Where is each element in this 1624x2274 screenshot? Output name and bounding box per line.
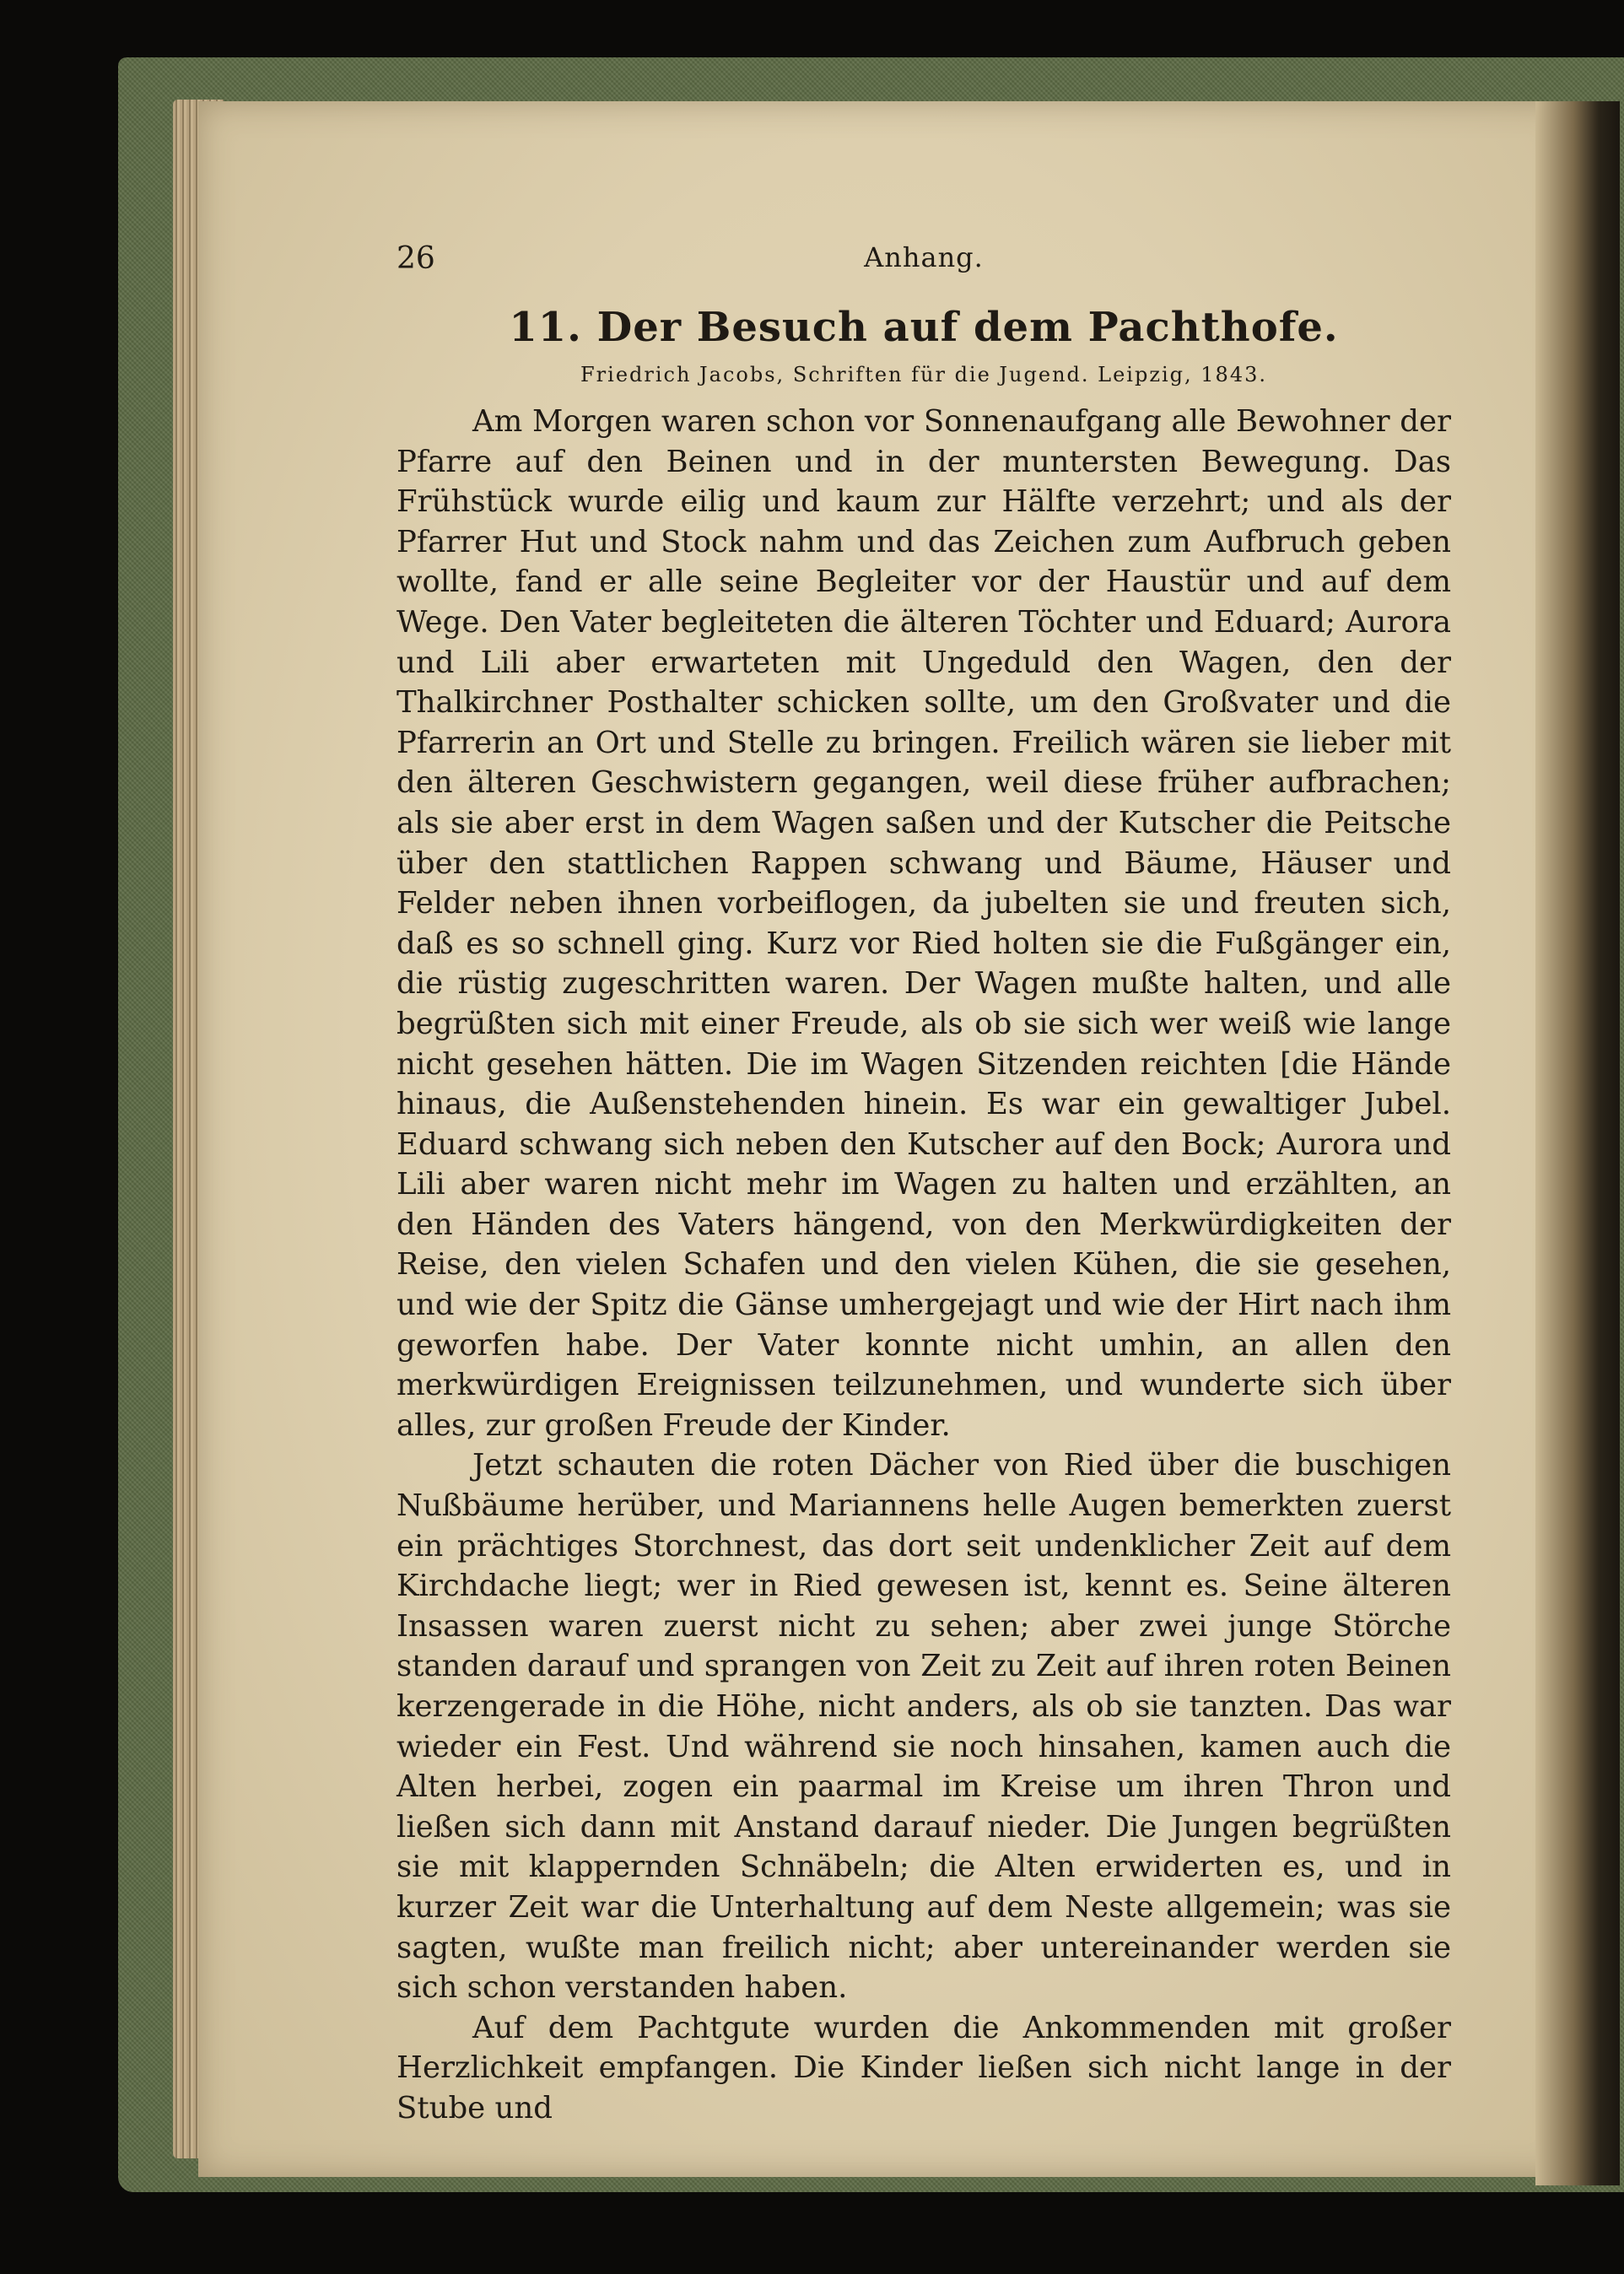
paragraph: Jetzt schauten die roten Dächer von Ried über die buschigen Nußbäume herüber, und Mariannens helle Augen bemerkten zuerst ein prächtiges Storchnest, das dort seit undenklicher Zeit auf dem Kirchdache liegt; wer in Ried gewesen ist, kennt es. Seine älteren Insassen waren zuerst nicht zu sehen; aber zwei junge Störche standen darauf und sprangen von Zeit zu Zeit auf ihren roten Beinen kerzengerade in die Höhe, nicht anders, als ob sie tanzten. Das war wieder ein Fest. Und während sie noch hinsahen, kamen auch die Alten herbei, zogen ein paarmal im Kreise um ihren Thron und ließen sich dann mit Anstand darauf nieder. Die Jungen begrüßten sie mit klappernden Schnäbeln; die Alten erwiderten es, und in kurzer Zeit war die Unterhaltung auf dem Neste allgemein; was sie sagten, wußte man freilich nicht; aber untereinander werden sie sich schon verstanden haben. [397, 1448, 1451, 2006]
page-number: 26 [397, 241, 435, 276]
chapter-title: 11. Der Besuch auf dem Pachthofe. [509, 304, 1339, 351]
paragraph: Auf dem Pachtgute wurden die Ankommenden mit großer Herzlichkeit empfangen. Die Kinder ließen sich nicht lange in der Stube und [397, 2010, 1451, 2125]
running-head: Anhang. [864, 241, 984, 273]
chapter-source: Friedrich Jacobs, Schriften für die Jugend. Leipzig, 1843. [580, 363, 1267, 386]
book-gutter [1535, 101, 1620, 2185]
page-header [397, 236, 1451, 278]
body-text [397, 402, 1451, 2129]
page-text-block [397, 236, 1451, 2129]
paragraph: Am Morgen waren schon vor Sonnenaufgang alle Bewohner der Pfarre auf den Beinen und in der muntersten Bewegung. Das Frühstück wurde eilig und kaum zur Hälfte verzehrt; und als der Pfarrer Hut und Stock nahm und das Zeichen zum Aufbruch geben wollte, fand er alle seine Begleiter vor der Haustür und auf dem Wege. Den Vater begleiteten die älteren Töchter und Eduard; Aurora und Lili aber erwarteten mit Ungeduld den Wagen, den der Thalkirchner Posthalter schicken sollte, um den Großvater und die Pfarrerin an Ort und Stelle zu bringen. Freilich wären sie lieber mit den älteren Geschwistern gegangen, weil diese früher aufbrachen; als sie aber erst in dem Wagen saßen und der Kutscher die Peitsche über den stattlichen Rappen schwang und Bäume, Häuser und Felder neben ihnen vorbeiflogen, da jubelten sie und freuten sich, daß es so schnell ging. Kurz vor Ried holten sie die Fußgänger ein, die rüstig zugeschritten waren. Der Wagen mußte halten, und alle begrüßten sich mit einer Freude, als ob sie sich wer weiß wie lange nicht gesehen hätten. Die im Wagen Sitzenden reichten [die Hände hinaus, die Außenstehenden hinein. Es war ein gewaltiger Jubel. Eduard schwang sich neben den Kutscher auf den Bock; Aurora und Lili aber waren nicht mehr im Wagen zu halten und erzählten, an den Händen des Vaters hängend, von den Merkwürdigkeiten der Reise, den vielen Schafen und den vielen Kühen, die sie gesehen, und wie der Spitz die Gänse umhergejagt und wie der Hirt nach ihm geworfen habe. Der Vater konnte nicht umhin, an allen den merkwürdigen Ereignissen teilzunehmen, und wunderte sich über alles, zur großen Freude der Kinder. [397, 404, 1451, 1443]
